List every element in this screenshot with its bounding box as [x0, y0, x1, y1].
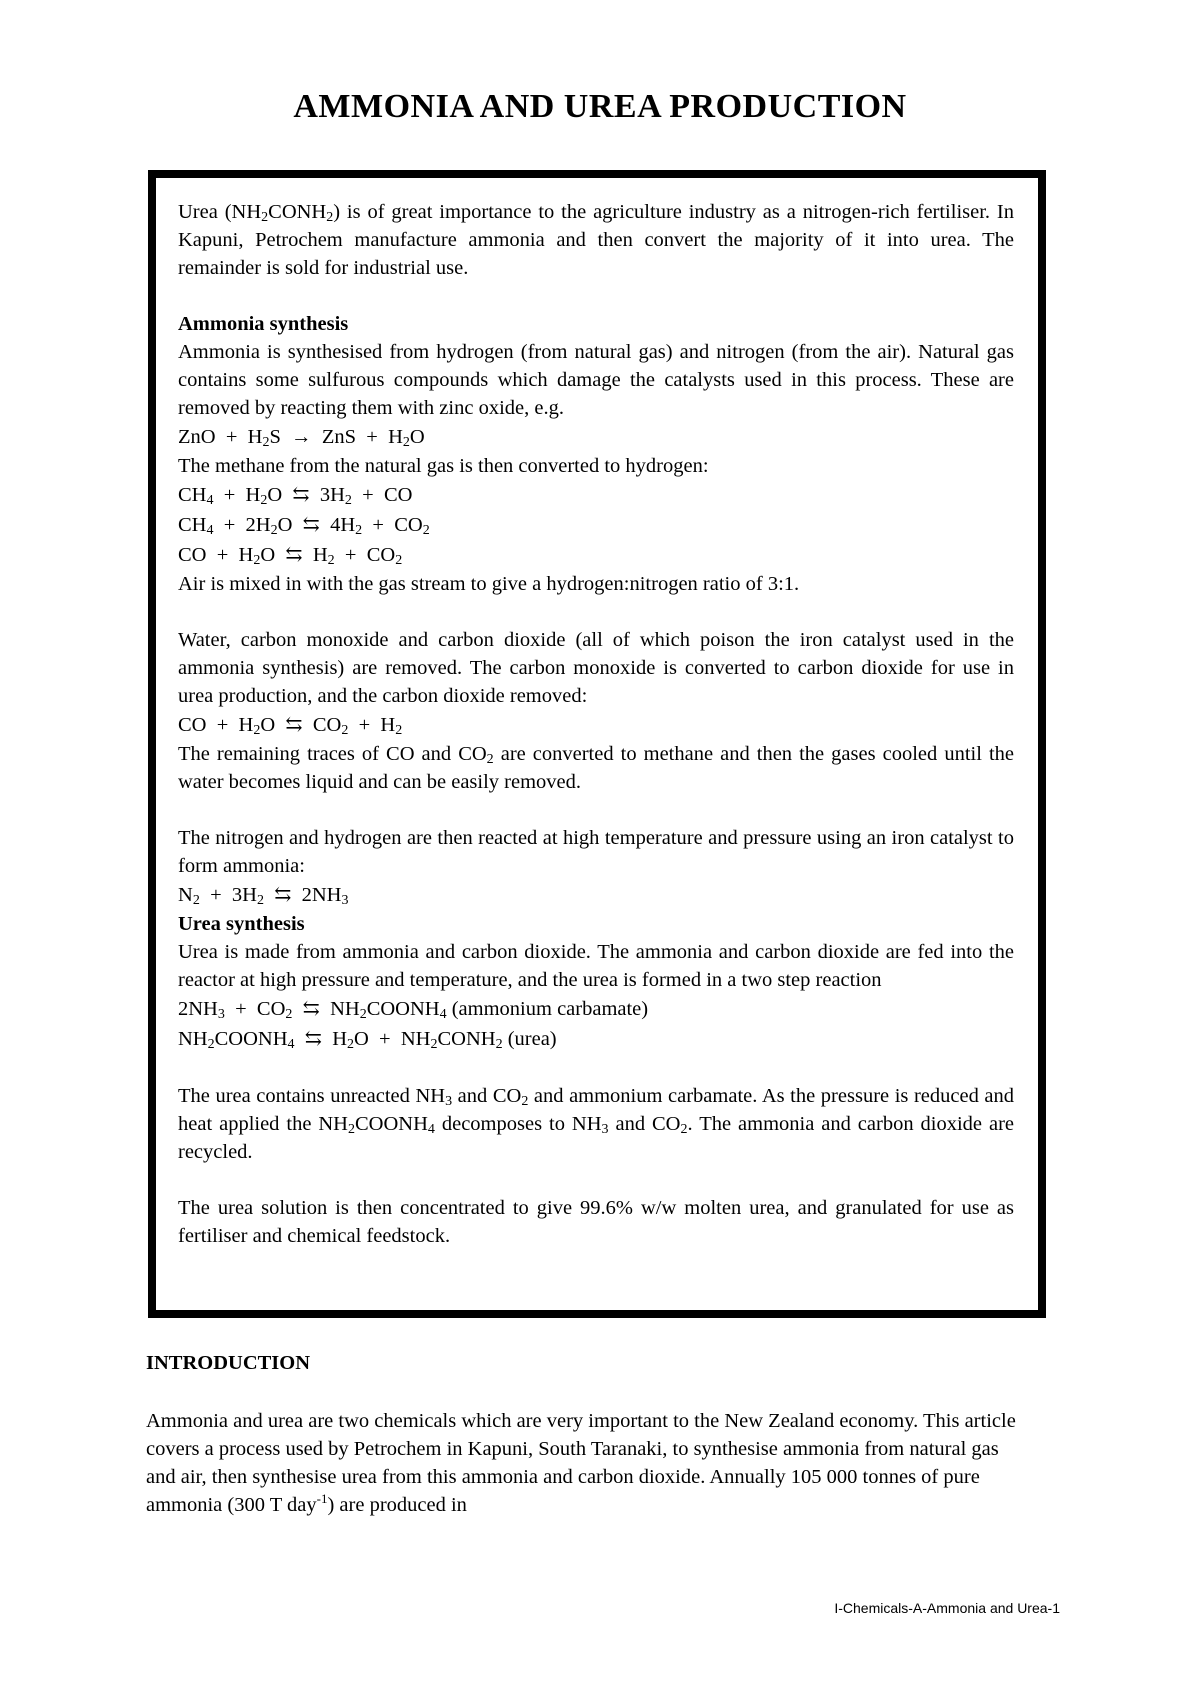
heading-urea-synthesis: Urea synthesis	[178, 913, 305, 935]
equation-ch4-h2o: $CH_4 + H_2O$ ⇆ $3H_2$ + CO	[178, 484, 413, 508]
heading-ammonia-synthesis: Ammonia synthesis	[178, 313, 349, 335]
paragraph-ammonia-synthesis: Ammonia is synthesised from hydrogen (from natural gas) and nitrogen (from the air). Natural gas contains some sulfurous compounds which damage the catalysts used in this process. These are removed by reacting them with zinc oxide, e.g.	[178, 341, 1014, 419]
page-title: AMMONIA AND UREA PRODUCTION	[293, 88, 907, 125]
paragraph-catalyst-poison: Water, carbon monoxide and carbon dioxide (all of which poison the iron catalyst used in the ammonia synthesis) are removed. The carbon monoxide is converted to carbon dioxide for use in urea production, and the carbon dioxide removed:	[178, 629, 1014, 707]
paragraph-recycle: The urea contains unreacted $NH_3$ and $CO_2$ and ammonium carbamate. As the pressure is reduced and heat applied the $NH_2COONH_4$ decomposes to $NH_3$ and $CO_2$. The ammonia and carbon dioxide are recycled.	[178, 1085, 1014, 1163]
paragraph-air-mix: Air is mixed in with the gas stream to give a hydrogen:nitrogen ratio of 3:1.	[178, 573, 800, 595]
paragraph-urea-synthesis: Urea is made from ammonia and carbon dioxide. The ammonia and carbon dioxide are fed into the reactor at high pressure and temperature, and the urea is formed in a two step reaction	[178, 941, 1014, 991]
page-footer: I-Chemicals-A-Ammonia and Urea-1	[834, 1600, 1060, 1616]
equation-ammonia: $N_2 + 3H_2$ ⇆ $2NH_3$	[178, 884, 349, 908]
equation-carbamate: $2NH_3 + CO_2$ ⇆ $NH_2COONH_4$ (ammonium carbamate)	[178, 998, 649, 1022]
paragraph-traces: The remaining traces of CO and $CO_2$ are converted to methane and then the gases cooled until the water becomes liquid and can be easily removed.	[178, 743, 1014, 793]
paragraph-concentration: The urea solution is then concentrated to give 99.6% w/w molten urea, and granulated for use as fertiliser and chemical feedstock.	[178, 1197, 1014, 1247]
paragraph-urea-intro: Urea $(NH_2CONH_2)$ is of great importance to the agriculture industry as a nitrogen-rich fertiliser. In Kapuni, Petrochem manufacture ammonia and then convert the majority of it into urea. The remainder is sold for industrial use.	[178, 201, 1014, 279]
equation-co-conversion: CO + $H_2O$ ⇆ $CO_2 + H_2$	[178, 714, 403, 738]
summary-box-content	[178, 198, 1014, 1250]
equation-co-shift: CO + $H_2O$ ⇆ $H_2 + CO_2$	[178, 544, 403, 568]
equation-ch4-2h2o: $CH_4 + 2H_2O$ ⇆ $4H_2 + CO_2$	[178, 514, 430, 538]
equation-zno: ZnO + $H_2S$ → ZnS + $H_2O$	[178, 426, 425, 450]
paragraph-methane: The methane from the natural gas is then converted to hydrogen:	[178, 455, 709, 477]
paragraph-iron-catalyst: The nitrogen and hydrogen are then reacted at high temperature and pressure using an iron catalyst to form ammonia:	[178, 827, 1014, 877]
section-heading-introduction: INTRODUCTION	[146, 1352, 311, 1374]
summary-box	[148, 170, 1046, 1318]
equation-urea: $NH_2COONH_4$ ⇆ $H_2O$ + $NH_2CONH_2$ (urea)	[178, 1028, 557, 1052]
introduction-text: Ammonia and urea are two chemicals which are very important to the New Zealand economy. This article covers a process used by Petrochem in Kapuni, South Taranaki, to synthesise ammonia from natural gas and air, then synthesise urea from this ammonia and carbon dioxide. Annually 105 000 tonnes of pure ammonia (300 T day$^{-1}$) are produced in	[146, 1410, 1016, 1516]
